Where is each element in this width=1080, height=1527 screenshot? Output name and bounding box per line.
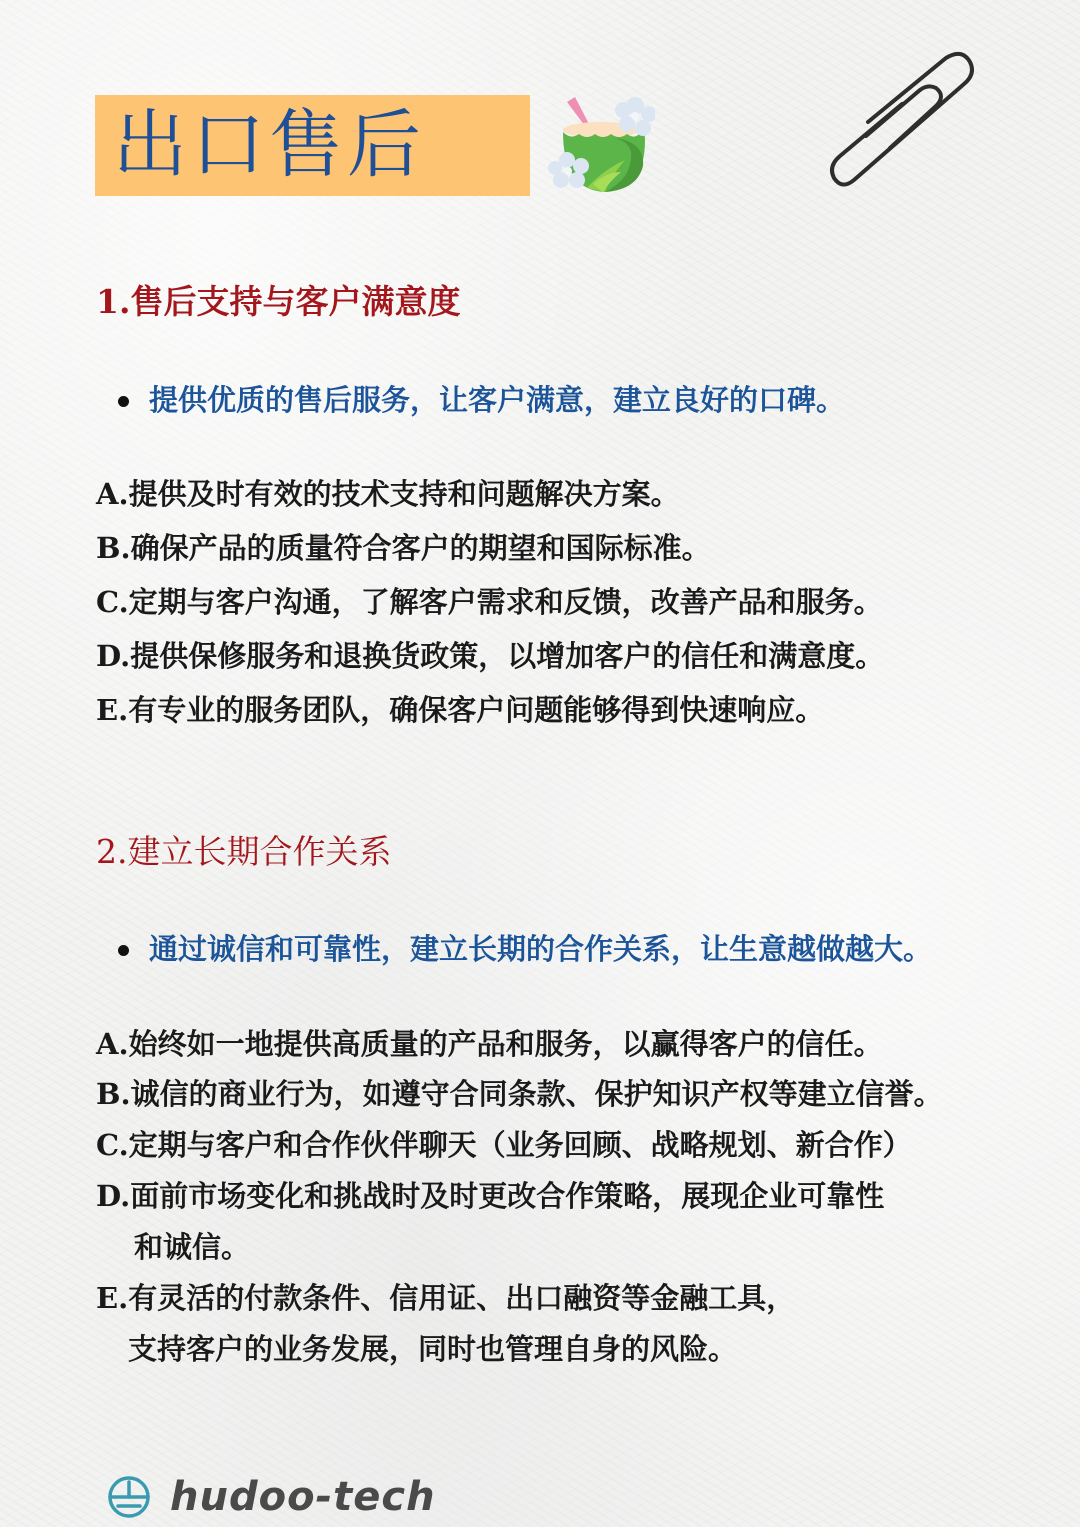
section-2-item-a: A.始终如一地提供高质量的产品和服务，以赢得客户的信任。 <box>96 1027 883 1061</box>
section-2-item-b: B.诚信的商业行为，如遵守合同条款、保护知识产权等建立信誉。 <box>96 1077 943 1111</box>
bullet-text: 提供优质的售后服务，让客户满意，建立良好的口碑。 <box>149 383 846 417</box>
section-2-item-c: C.定期与客户和合作伙伴聊天（业务回顾、战略规划、新合作） <box>96 1128 912 1162</box>
section-2-item-d: D.面前市场变化和挑战时及时更改合作策略，展现企业可靠性 <box>96 1179 885 1213</box>
bullet-text: 通过诚信和可靠性，建立长期的合作关系，让生意越做越大。 <box>149 932 933 966</box>
section-2-item-d-continued: 和诚信。 <box>134 1230 251 1264</box>
section-2-bullet <box>118 931 932 967</box>
section-1-item-b: B.确保产品的质量符合客户的期望和国际标准。 <box>96 531 711 565</box>
section-2-item-e: E.有灵活的付款条件、信用证、出口融资等金融工具， <box>96 1281 796 1315</box>
section-1-item-e: E.有专业的服务团队，确保客户问题能够得到快速响应。 <box>96 693 825 727</box>
section-1-item-c: C.定期与客户沟通，了解客户需求和反馈，改善产品和服务。 <box>96 585 883 619</box>
bullet-icon <box>118 396 129 407</box>
section-1-item-a: A.提供及时有效的技术支持和问题解决方案。 <box>96 477 680 511</box>
title-banner <box>95 95 530 196</box>
section-1-item-d: D.提供保修服务和退换货政策，以增加客户的信任和满意度。 <box>96 639 885 673</box>
section-heading-1: 1.售后支持与客户满意度 <box>96 282 461 321</box>
brand-footer <box>106 1474 436 1520</box>
coconut-drink-icon <box>545 92 655 196</box>
brand-name: hudoo-tech <box>170 1474 436 1520</box>
bullet-icon <box>118 945 129 956</box>
page-title: 出口售后 <box>113 102 425 188</box>
section-1-bullet <box>118 382 845 418</box>
section-heading-2: 2.建立长期合作关系 <box>96 832 392 871</box>
paperclip-icon <box>826 44 976 194</box>
section-2-item-e-continued: 支持客户的业务发展，同时也管理自身的风险。 <box>128 1332 738 1366</box>
hudoo-logo-icon <box>106 1474 152 1520</box>
